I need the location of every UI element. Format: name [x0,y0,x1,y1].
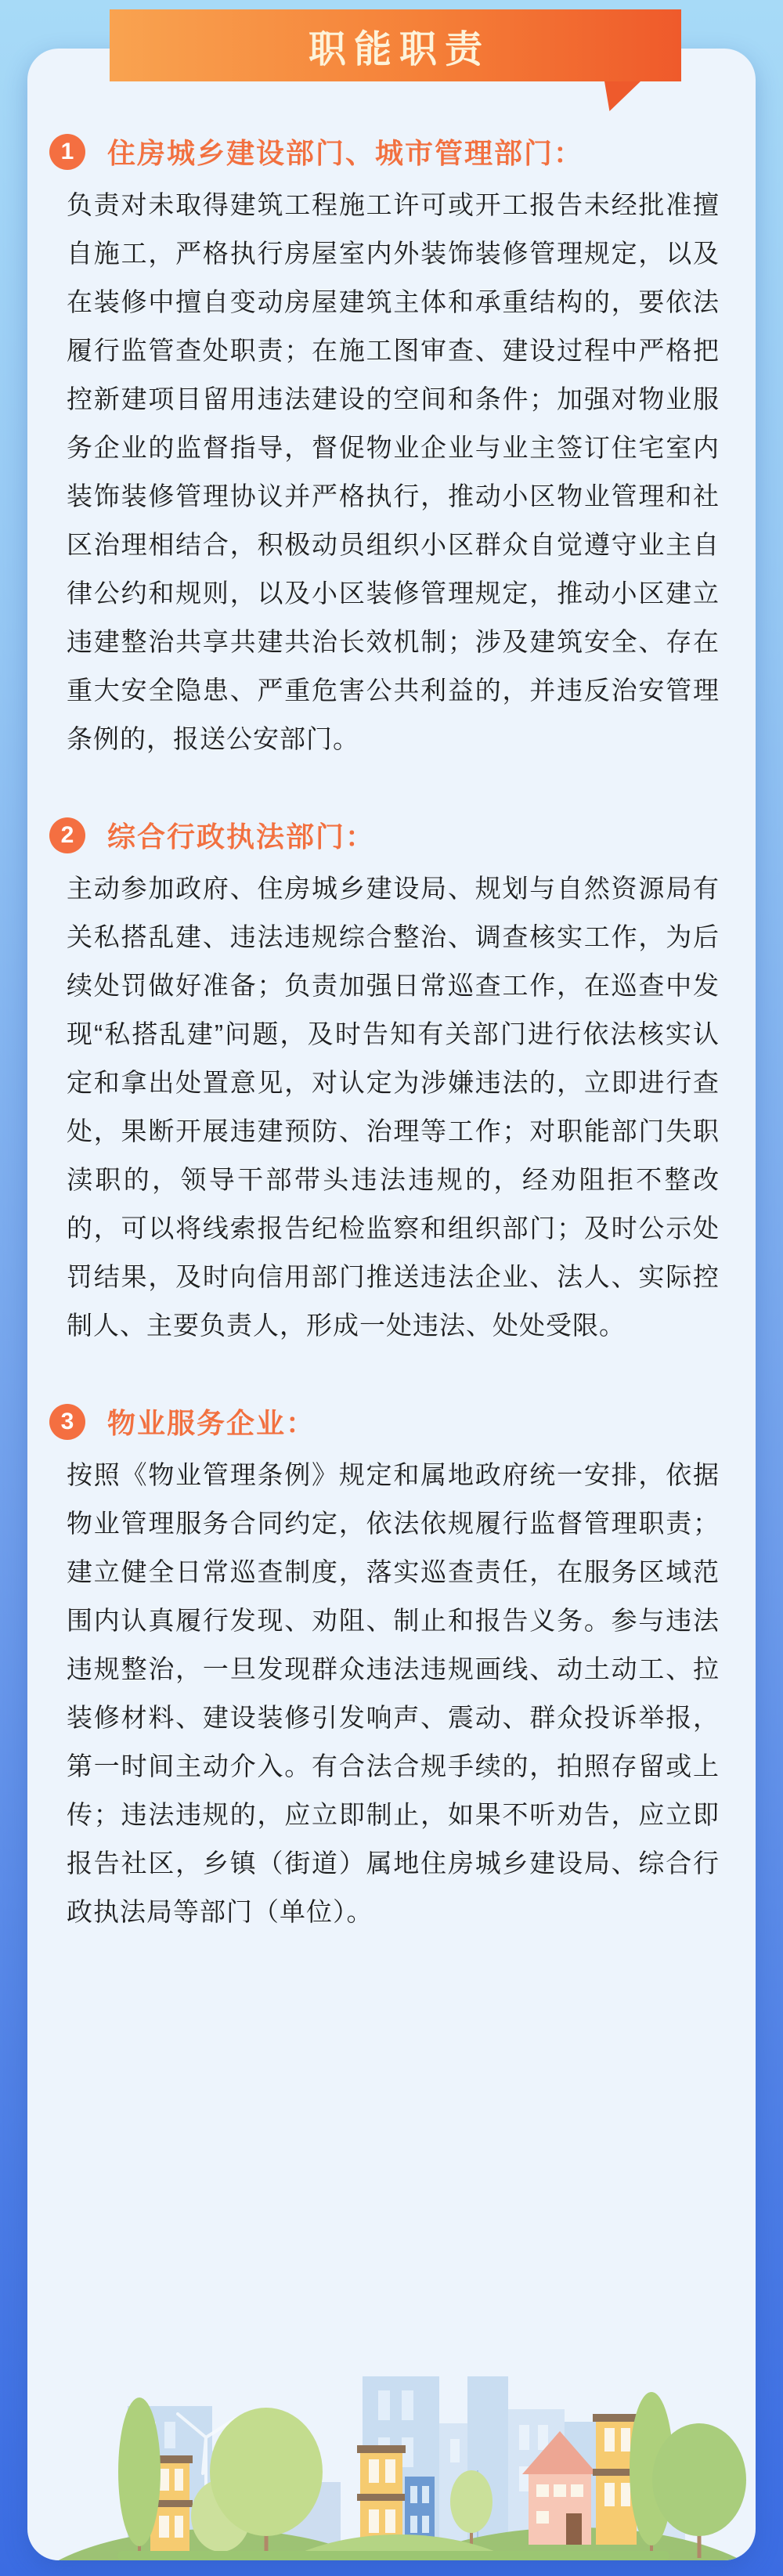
section-housing-urban-dept [27,132,756,763]
section-number-badge: 2 [49,817,85,853]
section-property-service [27,1402,756,1936]
banner-title-bar [110,9,681,81]
section-title: 物业服务企业： [107,1407,316,1439]
content-card [27,49,756,2560]
section-title: 住房城乡建设部门、城市管理部门： [107,137,584,169]
section-admin-law-enforcement [27,815,756,1350]
section-header [27,815,756,855]
section-header [27,1402,756,1441]
section-title: 综合行政执法部门： [107,821,376,853]
section-body: 主动参加政府、住房城乡建设局、规划与自然资源局有关私搭乱建、违法违规综合整治、调查核实工作，为后续处罚做好准备；负责加强日常巡查工作，在巡查中发现“私搭乱建”问题，及时告知有关部门进行依法核实认定和拿出处置意见，对认定为涉嫌违法的，立即进行查处，果断开展违建预防、治理等工作；对职能部门失职渎职的，领导干部带头违法违规的，经劝阻拒不整改的，可以将线索报告纪检监察和组织部门；及时公示处罚结果，及时向信用部门推送违法企业、法人、实际控制人、主要负责人，形成一处违法、处处受限。 [67,874,720,1340]
section-body: 按照《物业管理条例》规定和属地政府统一安排，依据物业管理服务合同约定，依法依规履行监督管理职责；建立健全日常巡查制度，落实巡查责任，在服务区域范围内认真履行发现、劝阻、制止和报告义务。参与违法违规整治，一旦发现群众违法违规画线、动土动工、拉装修材料、建设装修引发响声、震动、群众投诉举报，第一时间主动介入。有合法合规手续的，拍照存留或上传；违法违规的，应立即制止，如果不听劝告，应立即报告社区，乡镇（街道）属地住房城乡建设局、综合行政执法局等部门（单位）。 [67,1460,720,1926]
section-body: 负责对未取得建筑工程施工许可或开工报告未经批准擅自施工，严格执行房屋室内外装饰装修管理规定，以及在装修中擅自变动房屋建筑主体和承重结构的，要依法履行监管查处职责；在施工图审查、建设过程中严格把控新建项目留用违法建设的空间和条件；加强对物业服务企业的监督指导，督促物业企业与业主签订住宅室内装饰装修管理协议并严格执行，推动小区物业管理和社区治理相结合，积极动员组织小区群众自觉遵守业主自律公约和规则，以及小区装修管理规定，推动小区建立违建整治共享共建共治长效机制；涉及建筑安全、存在重大安全隐患、严重危害公共利益的，并违反治安管理条例的，报送公安部门。 [67,190,720,753]
cityscape-illustration [27,2376,756,2560]
section-header [27,132,756,171]
banner-title: 职能职责 [308,28,490,70]
section-number-badge: 3 [49,1404,85,1440]
section-number-badge: 1 [49,134,85,170]
